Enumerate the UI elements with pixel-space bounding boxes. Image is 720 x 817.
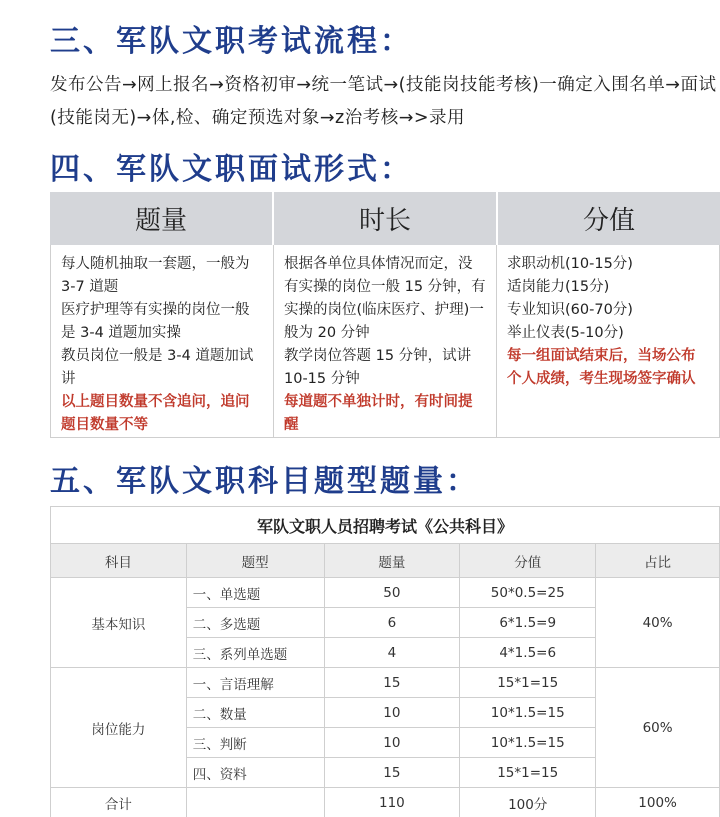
column-header-type: 题型 xyxy=(186,544,324,578)
table-row xyxy=(51,668,720,698)
count-cell: 6 xyxy=(324,608,460,638)
duration-cell xyxy=(273,245,496,437)
score-cell: 4*1.5=6 xyxy=(460,638,596,668)
score-cell: 6*1.5=9 xyxy=(460,608,596,638)
total-type xyxy=(186,788,324,817)
question-count-line: 每人随机抽取一套题，一般为 3-7 道题 xyxy=(61,256,250,295)
interview-format-table xyxy=(50,192,720,438)
subject-cell: 岗位能力 xyxy=(51,668,187,788)
type-cell: 四、资料 xyxy=(186,758,324,788)
score-line: 适岗能力(15分) xyxy=(507,279,610,295)
column-header-score: 分值 xyxy=(460,544,596,578)
duration-line: 根据各单位具体情况而定，没有实操的岗位一般 15 分钟，有实操的岗位(临床医疗、护理)一般为 20 分钟 xyxy=(284,256,486,341)
header-duration: 时长 xyxy=(274,192,498,245)
question-count-line: 医疗护理等有实操的岗位一般是 3-4 道题加实操 xyxy=(61,302,250,341)
interview-table-header xyxy=(50,192,720,245)
column-header-ratio: 占比 xyxy=(596,544,720,578)
type-cell: 三、系列单选题 xyxy=(186,638,324,668)
score-cell xyxy=(496,245,720,437)
count-cell: 50 xyxy=(324,578,460,608)
type-cell: 一、单选题 xyxy=(186,578,324,608)
total-count: 110 xyxy=(324,788,460,817)
exam-subjects-table xyxy=(50,506,720,817)
score-line: 专业知识(60-70分) xyxy=(507,302,633,318)
header-score: 分值 xyxy=(582,206,635,236)
column-header-count: 题量 xyxy=(324,544,460,578)
score-note: 每一组面试结束后，当场公布个人成绩，考生现场签字确认 xyxy=(507,348,696,387)
total-score: 100分 xyxy=(460,788,596,817)
type-cell: 一、言语理解 xyxy=(186,668,324,698)
score-cell: 15*1=15 xyxy=(460,668,596,698)
count-cell: 4 xyxy=(324,638,460,668)
header-question-count: 题量 xyxy=(50,192,274,245)
table-title: 军队文职人员招聘考试《公共科目》 xyxy=(51,507,720,544)
type-cell: 三、判断 xyxy=(186,728,324,758)
interview-table-body xyxy=(50,245,720,438)
count-cell: 10 xyxy=(324,698,460,728)
table-header-row xyxy=(51,544,720,578)
score-cell: 50*0.5=25 xyxy=(460,578,596,608)
table-total-row xyxy=(51,788,720,817)
question-count-note: 以上题目数量不含追问，追问题目数量不等 xyxy=(61,394,250,433)
count-cell: 15 xyxy=(324,758,460,788)
count-cell: 15 xyxy=(324,668,460,698)
total-label: 合计 xyxy=(51,788,187,817)
duration-note: 每道题不单独计时，有时间提醒 xyxy=(284,394,473,433)
score-line: 举止仪表(5-10分) xyxy=(507,325,624,341)
section-heading-exam-subjects: 五、军队文职科目题型题量： xyxy=(50,464,479,499)
total-ratio: 100% xyxy=(596,788,720,817)
question-count-line: 教员岗位一般是 3-4 道题加试讲 xyxy=(61,348,254,387)
table-row xyxy=(51,578,720,608)
exam-process-flow: 发布公告→网上报名→资格初审→统一笔试→(技能岗技能考核)一确定入围名单→面试(技能岗无)→体,检、确定预选对象→z治考核→>录用 xyxy=(50,75,717,128)
type-cell: 二、多选题 xyxy=(186,608,324,638)
score-cell: 10*1.5=15 xyxy=(460,698,596,728)
duration-line: 教学岗位答题 15 分钟，试讲 10-15 分钟 xyxy=(284,348,472,387)
column-header-subject: 科目 xyxy=(51,544,187,578)
section-heading-exam-process: 三、军队文职考试流程： xyxy=(50,24,413,59)
count-cell: 10 xyxy=(324,728,460,758)
question-count-cell xyxy=(50,245,273,437)
score-cell: 10*1.5=15 xyxy=(460,728,596,758)
ratio-cell: 40% xyxy=(596,578,720,668)
subject-cell: 基本知识 xyxy=(51,578,187,668)
score-cell: 15*1=15 xyxy=(460,758,596,788)
section-heading-interview-format: 四、军队文职面试形式： xyxy=(50,152,413,187)
ratio-cell: 60% xyxy=(596,668,720,788)
score-line: 求职动机(10-15分) xyxy=(507,256,633,272)
type-cell: 二、数量 xyxy=(186,698,324,728)
